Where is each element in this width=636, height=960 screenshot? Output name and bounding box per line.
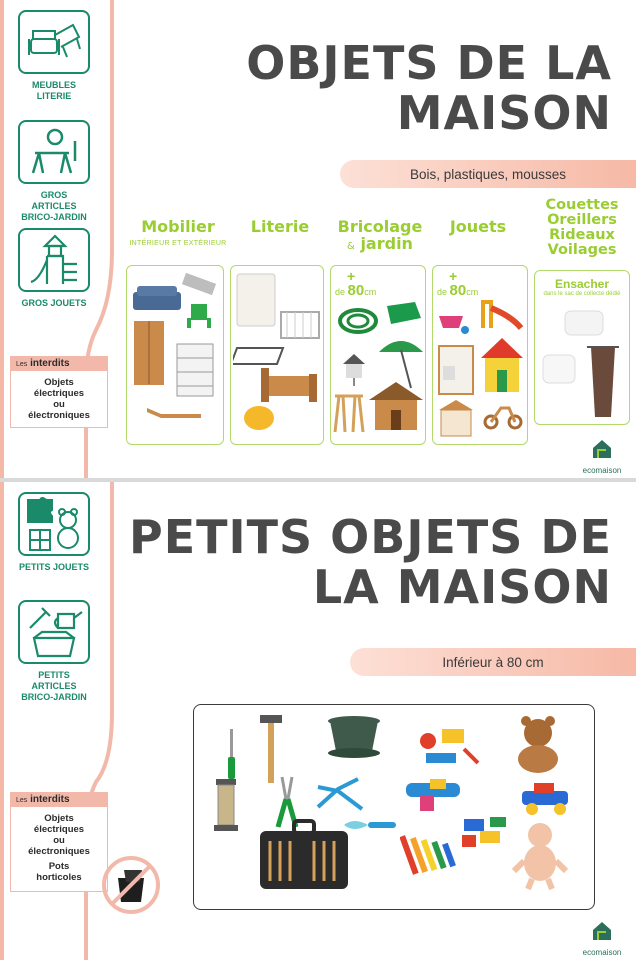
- playhouse-icon: [479, 334, 525, 398]
- wheelbarrow-icon: [435, 310, 475, 336]
- interdits-item: Pots horticoles: [36, 861, 82, 883]
- house-logo-icon: [591, 438, 613, 460]
- tool-case-icon: [256, 819, 352, 893]
- column-header-jouets: Jouets: [449, 217, 507, 236]
- column-header-bricolage: Bricolage & jardin: [337, 217, 423, 253]
- column-box-couettes: [534, 270, 630, 425]
- garden-chair-icon: [185, 300, 213, 330]
- tarp-icon: [383, 298, 423, 328]
- xylophone-icon: [400, 825, 460, 887]
- wardrobe-icon: [133, 320, 165, 386]
- pillow-icon: [539, 351, 579, 387]
- interdits-item: Objets électriques ou électroniques: [10, 371, 108, 428]
- ecomaison-logo: ecomaison: [572, 920, 632, 957]
- size-label: + de 80cm: [335, 268, 377, 299]
- column-header-literie: Literie: [250, 217, 310, 236]
- category-label: GROS ARTICLES BRICO-JARDIN: [21, 190, 87, 222]
- page-title: PETITS OBJETS DE LA MAISON: [129, 510, 612, 614]
- mattress-icon: [235, 272, 277, 328]
- garden-hose-icon: [337, 306, 379, 336]
- category-gros-jouets: [18, 228, 90, 309]
- sawhorse-icon: [333, 390, 365, 434]
- balance-bike-icon: [483, 400, 523, 430]
- category-meubles-literie: [18, 10, 90, 102]
- category-gros-articles: [18, 120, 90, 223]
- beanbag-icon: [241, 400, 277, 432]
- dollhouse-icon: [437, 398, 475, 438]
- items-box: [193, 704, 595, 910]
- ecomaison-logo: ecomaison: [572, 438, 632, 475]
- subtitle-band: Bois, plastiques, mousses: [340, 160, 636, 188]
- sofa-icon: [131, 284, 183, 314]
- teddy-bear-icon: [508, 713, 568, 775]
- rug-roll-icon: [179, 270, 219, 296]
- baby-doll-icon: [510, 821, 570, 891]
- panel-petits-objets: [0, 482, 636, 960]
- duvet-icon: [561, 305, 607, 341]
- category-label: PETITS ARTICLES BRICO-JARDIN: [21, 670, 87, 702]
- interdits-header: Les interdits: [10, 356, 108, 371]
- size-label: + de 80cm: [437, 268, 479, 299]
- house-logo-icon: [591, 920, 613, 942]
- shelf-icon: [175, 342, 215, 398]
- curtain-icon: [585, 343, 621, 423]
- puzzle-teddy-blocks-icon: [18, 492, 90, 556]
- hose-sawhorse-icon: [18, 120, 90, 184]
- category-label: GROS JOUETS: [21, 298, 87, 308]
- sofa-bed-icon: [18, 10, 90, 74]
- toy-car-icon: [518, 781, 574, 817]
- building-blocks-icon: [460, 815, 510, 851]
- no-pots-icon: [100, 854, 162, 916]
- column-header-couettes: Couettes Oreillers Rideaux Voilages: [545, 197, 619, 258]
- sunlounger-icon: [145, 400, 205, 422]
- interdits-box: [10, 356, 108, 428]
- column-box-jouets: [432, 265, 528, 445]
- ensacher-label: Ensacher dans le sac de collecte dédié: [543, 277, 621, 297]
- category-petits-jouets: [18, 492, 90, 573]
- water-gun-icon: [400, 777, 472, 815]
- tools-watering-can-icon: [18, 600, 90, 664]
- column-header-mobilier: Mobilier INTÉRIEUR ET EXTÉRIEUR: [129, 217, 227, 247]
- panel-objets-maison: [0, 0, 636, 478]
- category-label: PETITS JOUETS: [18, 562, 89, 572]
- crib-icon: [279, 304, 321, 344]
- interdits-list: [10, 807, 108, 892]
- category-petits-articles: [18, 600, 90, 703]
- bird-feeder-icon: [208, 775, 244, 837]
- column-box-literie: [230, 265, 324, 445]
- flower-pot-icon: [326, 713, 382, 761]
- sand-toys-icon: [412, 721, 482, 769]
- interdits-item: Objets électriques ou électroniques: [28, 813, 90, 857]
- pruning-shears-icon: [314, 775, 368, 815]
- playhouse-slide-icon: [18, 228, 90, 292]
- birdhouse-icon: [341, 352, 367, 386]
- interdits-header: Les interdits: [10, 792, 108, 807]
- category-label: MEUBLES LITERIE: [31, 80, 76, 101]
- column-box-bricolage: [330, 265, 426, 445]
- column-box-mobilier: [126, 265, 224, 445]
- garden-shed-icon: [367, 380, 425, 434]
- page-title: OBJETS DE LA MAISON: [246, 36, 612, 140]
- slide-icon: [475, 298, 525, 334]
- play-kitchen-icon: [437, 344, 475, 396]
- subtitle-band: Inférieur à 80 cm: [350, 648, 636, 676]
- interdits-box: [10, 792, 108, 892]
